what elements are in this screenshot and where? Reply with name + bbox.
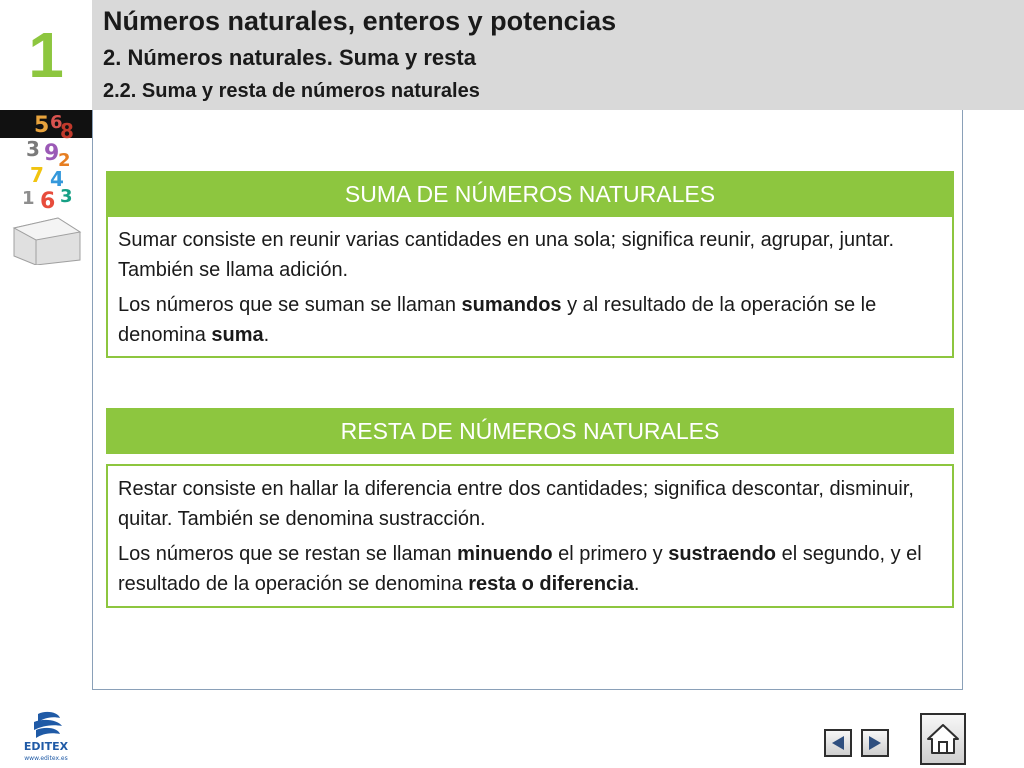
resta-text: . [633, 573, 640, 595]
brand-name: EDITEX [23, 740, 69, 753]
svg-text:6: 6 [40, 189, 56, 214]
brand-url: www.editex.es [24, 755, 68, 762]
suma-text: . [263, 324, 270, 346]
resta-term-minuendo: minuendo [457, 543, 553, 565]
resta-text: Los números que se restan se llaman [118, 543, 458, 565]
previous-slide-button[interactable] [824, 729, 852, 757]
resta-section-body [106, 464, 954, 608]
suma-term-suma: suma [211, 324, 264, 346]
resta-text: el segundo, y el resultado de la operación se denomina [118, 543, 922, 595]
suma-term-sumandos: sumandos [461, 294, 562, 316]
editex-logo [16, 710, 76, 762]
next-slide-button[interactable] [861, 729, 889, 757]
page-subtitle: 2. Números naturales. Suma y resta [103, 45, 476, 70]
suma-text: y al resultado de la operación se le denomina [118, 294, 877, 346]
page-section: 2.2. Suma y resta de números naturales [103, 80, 480, 102]
numbers-illustration [0, 110, 92, 265]
svg-text:4: 4 [50, 167, 64, 191]
svg-text:3: 3 [60, 186, 73, 207]
resta-term-diferencia: resta o diferencia [468, 573, 634, 595]
triangle-right-icon [866, 734, 884, 752]
suma-paragraph-1: Sumar consiste en reunir varias cantidades en una sola; significa reunir, agrupar, juntar. También se llama adición. [118, 229, 894, 281]
svg-text:9: 9 [44, 141, 60, 166]
chapter-number: 1 [0, 0, 92, 110]
home-icon [925, 721, 961, 757]
resta-term-sustraendo: sustraendo [668, 543, 777, 565]
svg-text:8: 8 [60, 119, 74, 143]
svg-text:2: 2 [58, 150, 71, 171]
svg-text:1: 1 [22, 188, 35, 209]
suma-text: Los números que se suman se llaman [118, 294, 462, 316]
suma-section-body [106, 217, 954, 358]
resta-text: el primero y [552, 543, 669, 565]
svg-text:5: 5 [34, 113, 50, 138]
suma-paragraph-2 [118, 290, 942, 350]
suma-section-heading: SUMA DE NÚMEROS NATURALES [106, 171, 954, 217]
triangle-left-icon [829, 734, 847, 752]
resta-paragraph-1: Restar consiste en hallar la diferencia entre dos cantidades; significa descontar, disminuir, quitar. También se denomina sustracción. [118, 478, 914, 530]
svg-text:6: 6 [50, 112, 63, 133]
resta-section-heading: RESTA DE NÚMEROS NATURALES [106, 408, 954, 454]
resta-paragraph-2 [118, 539, 942, 599]
home-button[interactable] [920, 713, 966, 765]
svg-text:7: 7 [30, 163, 44, 187]
svg-text:3: 3 [26, 137, 40, 161]
page-title: Números naturales, enteros y potencias [103, 6, 617, 36]
